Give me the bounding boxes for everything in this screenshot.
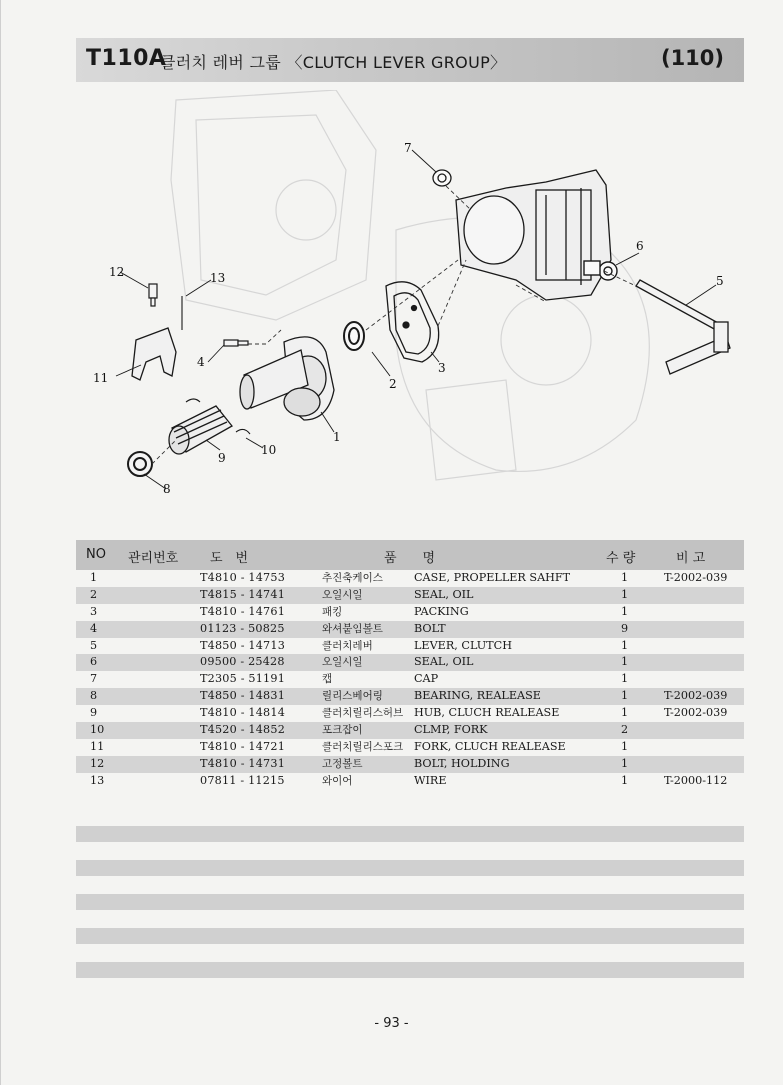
part-3-packing	[386, 282, 439, 362]
english-part-name: BOLT	[414, 621, 446, 635]
korean-part-name: 오일시일	[322, 588, 363, 601]
table-row	[76, 604, 744, 621]
row-number: 12	[90, 756, 105, 770]
english-part-name: WIRE	[414, 773, 447, 787]
drawing-number: T4850 - 14831	[200, 689, 286, 703]
row-number: 13	[90, 773, 105, 787]
drawing-number: 01123 - 50825	[200, 621, 285, 635]
header-drawing-number: 도 번	[210, 551, 249, 566]
diagram-svg	[76, 90, 744, 535]
quantity: 1	[621, 587, 629, 601]
remarks: T-2000-112	[664, 773, 728, 787]
row-number: 4	[90, 621, 98, 635]
page-title: 클러치 레버 그룹 〈CLUTCH LEVER GROUP〉	[160, 53, 507, 72]
korean-part-name: 포크잡이	[322, 724, 363, 737]
drawing-number: T4810 - 14814	[200, 706, 286, 720]
empty-row-band	[76, 826, 744, 842]
callout-11: 11	[93, 371, 109, 385]
callout-2: 2	[389, 377, 397, 391]
row-number: 11	[90, 739, 105, 753]
quantity: 9	[621, 621, 629, 635]
page-number: - 93 -	[374, 1016, 409, 1031]
table-row	[76, 722, 744, 739]
table-row	[76, 671, 744, 688]
callout-7: 7	[404, 141, 412, 155]
header-part-name: 품 명	[384, 551, 436, 566]
quantity: 1	[621, 706, 629, 720]
transmission-case	[456, 170, 611, 300]
remarks: T-2002-039	[664, 571, 728, 584]
quantity: 1	[621, 604, 629, 618]
empty-row-band	[76, 962, 744, 978]
callout-4: 4	[197, 355, 205, 369]
table-row	[76, 688, 744, 705]
english-part-name: HUB, CLUCH REALEASE	[414, 706, 560, 720]
drawing-number: 07811 - 11215	[200, 773, 285, 787]
english-part-name: SEAL, OIL	[414, 655, 474, 669]
row-number: 7	[90, 672, 98, 686]
drawing-number: T4850 - 14713	[200, 638, 286, 652]
korean-part-name: 추진축케이스	[322, 572, 383, 584]
table-row	[76, 739, 744, 756]
table-row	[76, 621, 744, 638]
quantity: 1	[621, 638, 629, 652]
drawing-number: T4810 - 14721	[200, 739, 286, 753]
header-mgmt-number: 관리번호	[128, 551, 179, 566]
table-row	[76, 638, 744, 655]
callout-1: 1	[333, 430, 341, 444]
english-part-name: CLMP, FORK	[414, 723, 488, 737]
callout-8: 8	[163, 482, 171, 496]
part-5-clutch-lever	[636, 280, 730, 374]
row-number: 5	[90, 638, 98, 652]
part-11-release-fork	[132, 328, 176, 380]
quantity: 1	[621, 689, 629, 703]
row-number: 9	[90, 706, 98, 720]
korean-part-name: 릴리스베어링	[322, 690, 383, 703]
english-part-name: LEVER, CLUTCH	[414, 638, 512, 652]
callout-6: 6	[636, 239, 644, 253]
english-part-name: SEAL, OIL	[414, 587, 474, 601]
drawing-number: T4810 - 14731	[200, 756, 286, 770]
callout-12: 12	[109, 265, 125, 279]
exploded-parts-diagram	[76, 90, 744, 535]
quantity: 1	[621, 756, 629, 770]
korean-part-name: 와이어	[322, 774, 353, 787]
korean-part-name: 패킹	[322, 605, 343, 618]
header-quantity: 수 량	[606, 551, 636, 566]
english-part-name: BEARING, REALEASE	[414, 689, 541, 703]
row-number: 2	[90, 587, 98, 601]
callout-9: 9	[218, 451, 226, 465]
part-9-release-hub	[169, 406, 232, 454]
row-number: 10	[90, 723, 105, 737]
english-part-name: CAP	[414, 672, 439, 686]
english-part-name: BOLT, HOLDING	[414, 756, 510, 770]
callout-5: 5	[716, 274, 724, 288]
english-part-name: FORK, CLUCH REALEASE	[414, 739, 566, 753]
row-number: 3	[90, 604, 98, 618]
korean-part-name: 클러치레버	[322, 639, 373, 652]
english-part-name: CASE, PROPELLER SAHFT	[414, 571, 571, 584]
empty-row-band	[76, 928, 744, 944]
empty-row-band	[76, 860, 744, 876]
row-number: 1	[90, 571, 98, 584]
korean-part-name: 고정볼트	[322, 757, 363, 770]
table-row	[76, 773, 744, 790]
header-no: NO	[86, 547, 106, 562]
part-1-propeller-case	[240, 337, 334, 420]
korean-part-name: 클러치릴리스허브	[322, 707, 404, 720]
table-row	[76, 587, 744, 604]
korean-part-name: 오일시일	[322, 656, 363, 669]
table-body	[76, 570, 744, 790]
drawing-number: T4815 - 14741	[200, 587, 286, 601]
table-row	[76, 756, 744, 773]
table-header	[76, 540, 744, 570]
part-4-bolt	[224, 340, 248, 346]
korean-part-name: 와셔붙임볼트	[322, 622, 383, 635]
drawing-number: T4520 - 14852	[200, 723, 286, 737]
drawing-number: T4810 - 14761	[200, 604, 286, 618]
part-8-bearing	[128, 452, 152, 476]
english-part-name: PACKING	[414, 604, 469, 618]
quantity: 1	[621, 672, 629, 686]
parts-table	[76, 540, 744, 790]
drawing-number: 09500 - 25428	[200, 655, 285, 669]
header-remarks: 비 고	[676, 551, 706, 566]
part-12-holding-bolt	[149, 284, 157, 306]
korean-part-name: 캡	[322, 673, 333, 686]
quantity: 1	[621, 739, 629, 753]
section-number: (110)	[660, 46, 724, 70]
table-row	[76, 705, 744, 722]
empty-row-band	[76, 894, 744, 910]
part-2-oil-seal	[344, 322, 364, 350]
quantity: 1	[621, 571, 629, 584]
table-row	[76, 570, 744, 587]
remarks: T-2002-039	[664, 706, 728, 720]
callout-3: 3	[438, 361, 446, 375]
drawing-number: T4810 - 14753	[200, 571, 286, 584]
quantity: 1	[621, 773, 629, 787]
quantity: 2	[621, 723, 629, 737]
drawing-number: T2305 - 51191	[200, 672, 286, 686]
callout-10: 10	[261, 443, 277, 457]
callout-13: 13	[210, 271, 226, 285]
part-7-cap	[433, 170, 451, 186]
row-number: 6	[90, 655, 98, 669]
row-number: 8	[90, 689, 98, 703]
korean-part-name: 클러치릴리스포크	[322, 740, 404, 753]
model-label: T110A	[86, 46, 167, 71]
title-bar	[76, 38, 744, 82]
quantity: 1	[621, 655, 629, 669]
remarks: T-2002-039	[664, 689, 728, 703]
table-row	[76, 654, 744, 671]
